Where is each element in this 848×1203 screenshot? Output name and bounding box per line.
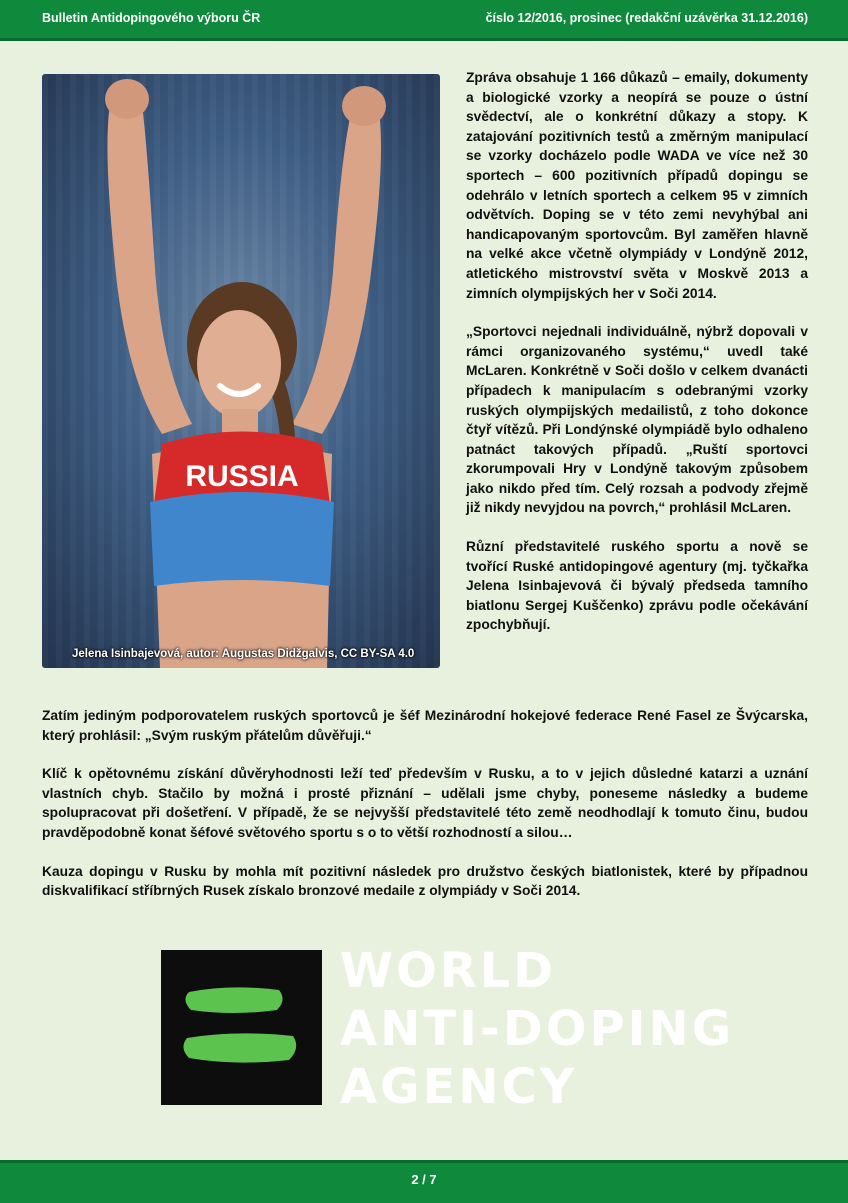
paragraph: Zpráva obsahuje 1 166 důkazů – emaily, dokumenty a biologické vzorky a neopírá se pouze o ústní svědectví, ale o konkrétní důkazy a stopy. K zatajování pozitivních testů a změrným manipulací se vzorky docházelo podle WADA ve více než 30 sportech – 600 pozitivních případů dopingu se odehrálo v letních sportech a celkem 95 v zimních odvětvích. Doping se v této zemi nevyhýbal ani handicapovaným sportovcům. Byl zaměřen hlavně na velké akce včetně olympiády v Londýně 2012, atletického mistrovství světa v Moskvě 2013 a zimních olympijských her v Soči 2014. xyxy=(466,70,808,301)
upper-stripe xyxy=(185,987,282,1013)
shirt-text: RUSSIA xyxy=(185,460,299,493)
paragraph: Různí představitelé ruského sportu a nově se tvořící Ruské antidopingové agentury (mj. tyčkařka Jelena Isinbajevová či bývalý předseda tamního biatlonu Sergej Kuščenko) zprávu podle očekávání zpochybňují. xyxy=(466,539,808,633)
paragraph: Zatím jediným podporovatelem ruských sportovců je šéf Mezinárodní hokejové federace René Fasel ze Švýcarska, který prohlásil: „Svým ruským přátelům důvěřuji.“ xyxy=(42,708,808,743)
lower-stripe xyxy=(183,1033,296,1062)
logo-line: AGENCY xyxy=(340,1059,578,1115)
wada-stripes-icon xyxy=(161,950,322,1105)
logo-line: ANTI-DOPING xyxy=(340,1001,735,1057)
page-footer xyxy=(0,1160,848,1203)
athlete-illustration xyxy=(42,74,440,668)
logo-line: WORLD xyxy=(340,943,557,999)
paragraph: Kauza dopingu v Rusku by mohla mít pozitivní následek pro družstvo českých biatlonistek, které by případnou diskvalifikací stříbrných Rusek získalo bronzové medaile z olympiády v Soči 2014. xyxy=(42,863,808,899)
page-number: 2 / 7 xyxy=(411,1172,437,1187)
paragraph: Klíč k opětovnému získání důvěryhodnosti leží teď především v Rusku, a to v jejich důsledné katarzi a uznání vlastních chyb. Stačilo by možná i prosté přiznání – udělali jsme chyby, poneseme následky a budeme spolupracovat při došetření. V případě, že se nejvyšší představitelé této země neodhodlají k tomuto činu, budou pravděpodobně konat šéfové světového sportu s o to větší rozhodností a silou… xyxy=(42,766,808,840)
bulletin-title: Bulletin Antidopingového výboru ČR xyxy=(42,11,261,25)
athlete-photo xyxy=(42,74,440,668)
issue-info: číslo 12/2016, prosinec (redakční uzávěrka 31.12.2016) xyxy=(485,11,808,25)
left-fist xyxy=(105,79,149,119)
wada-logo-text xyxy=(340,942,734,1116)
page-header xyxy=(0,0,848,41)
right-arm xyxy=(292,99,381,434)
wada-logo-mark xyxy=(161,950,322,1105)
face xyxy=(197,310,281,418)
right-fist xyxy=(342,86,386,126)
paragraph: „Sportovci nejednali individuálně, nýbrž dopovali v rámci organizovaného systému,“ uvedl také McLaren. Konkrétně v Soči došlo v celkem dvanácti případech k manipulacím s odebranými vzorky ruských olympijských medailistů, z toho dokonce čtyř vítězů. Při Londýnské olympiádě bylo odhaleno patnáct takových případů. „Ruští sportovci zkorumpovali Hry v Londýně takovým způsobem jako nikdo před tím. Celý rozsah a podvody zřejmě již nikdy nevyjdou na povrch,“ prohlásil McLaren. xyxy=(466,324,808,516)
article-column xyxy=(466,68,808,654)
left-arm xyxy=(107,94,192,434)
singlet-blue xyxy=(150,492,334,586)
article-body xyxy=(42,706,808,920)
photo-caption: Jelena Isinbajevová, autor: Augustas Didžgalvis, CC BY-SA 4.0 xyxy=(72,648,415,660)
